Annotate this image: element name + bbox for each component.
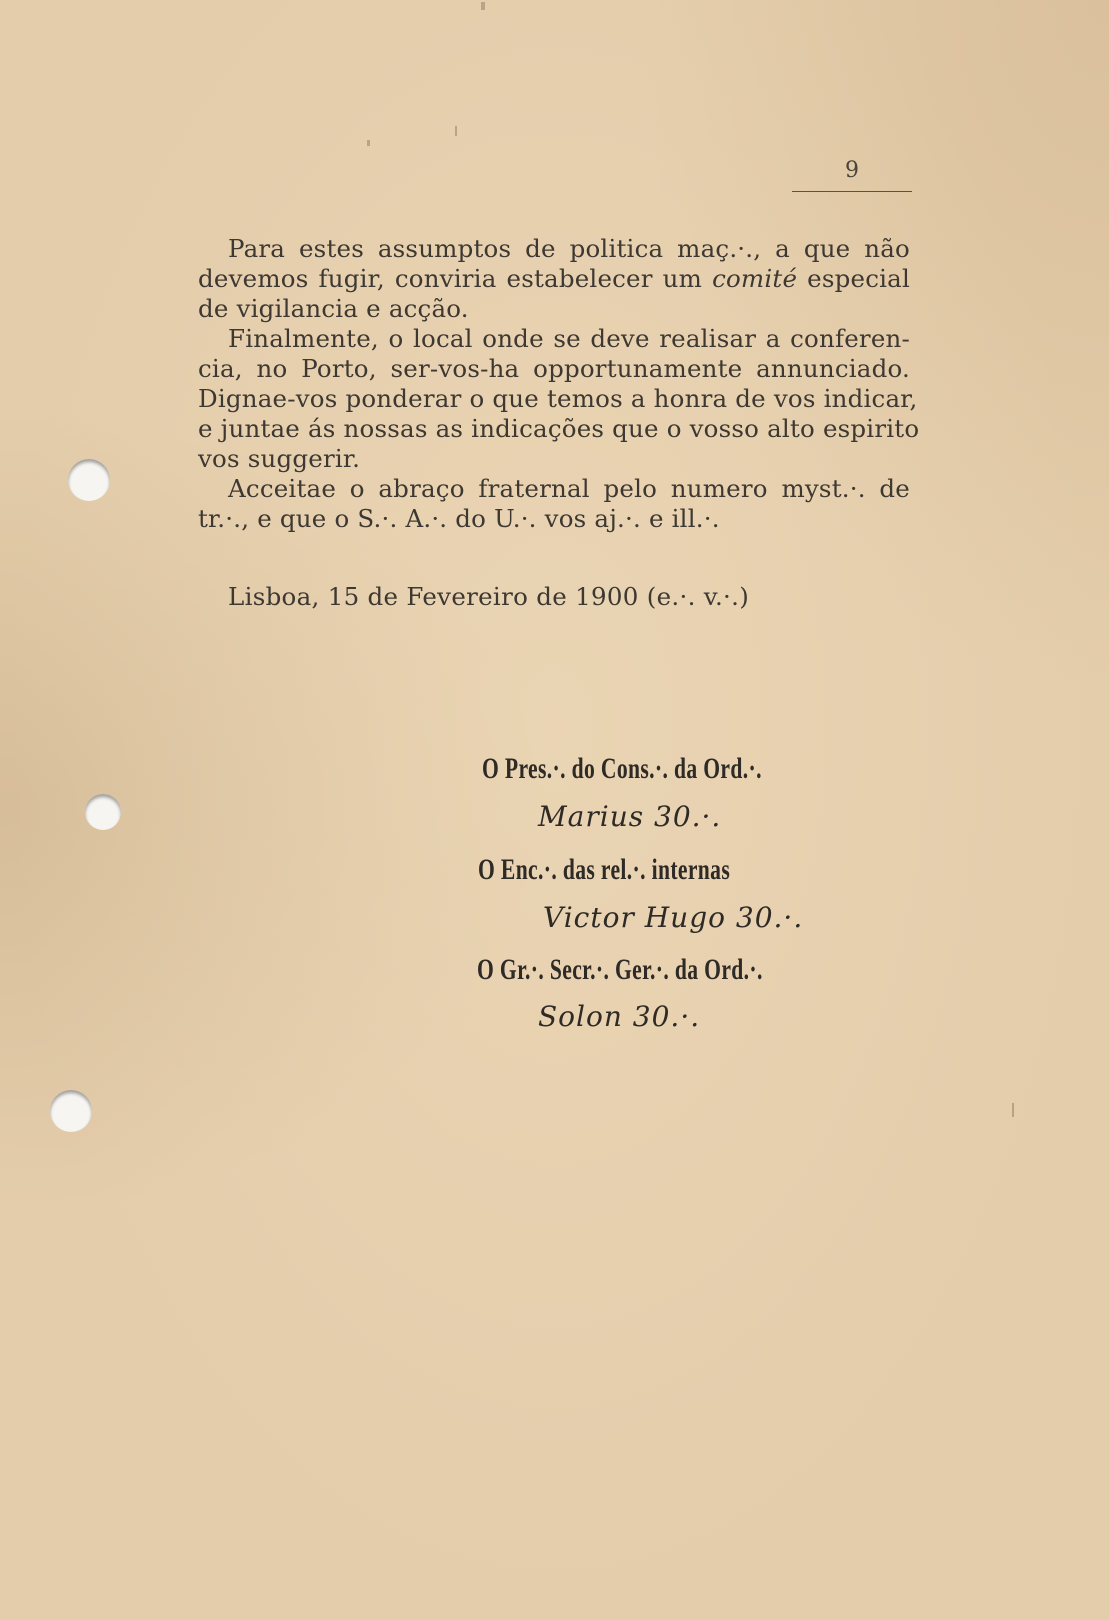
punch-hole-bottom bbox=[50, 1090, 92, 1132]
page-number: 9 bbox=[845, 158, 859, 183]
body-line-9: Acceitae o abraço fraternal pelo numero myst.·. de bbox=[228, 474, 910, 503]
body-line-7: e juntae ás nossas as indicações que o vosso alto espirito bbox=[198, 414, 920, 443]
italic-word: comité bbox=[712, 264, 798, 293]
paper-speck bbox=[367, 140, 370, 146]
signature-title-grand-secretary: O Gr.·. Secr.·. Ger.·. da Ord.·. bbox=[477, 953, 763, 986]
body-line-8: vos suggerir. bbox=[198, 444, 361, 473]
paper-speck bbox=[455, 126, 457, 136]
dateline: Lisboa, 15 de Fevereiro de 1900 (e.·. v.·.) bbox=[228, 582, 750, 611]
body-line-5: cia, no Porto, ser-vos-ha opportunamente annunciado. bbox=[198, 354, 910, 383]
body-line-2: devemos fugir, conviria estabelecer um comité especial bbox=[198, 264, 910, 293]
signature-name-marius: Marius 30.·. bbox=[538, 800, 722, 833]
body-line-4: Finalmente, o local onde se deve realisar a conferen- bbox=[228, 324, 910, 353]
punch-hole-top bbox=[68, 459, 110, 501]
signature-title-internal-relations: O Enc.·. das rel.·. internas bbox=[478, 853, 731, 886]
body-line-10: tr.·., e que o S.·. A.·. do U.·. vos aj.·. e ill.·. bbox=[198, 504, 720, 533]
body-line-3: de vigilancia e acção. bbox=[198, 294, 469, 323]
punch-hole-middle bbox=[85, 794, 121, 830]
signature-name-victor-hugo: Victor Hugo 30.·. bbox=[543, 901, 804, 934]
paper-speck bbox=[481, 2, 485, 10]
page-number-rule bbox=[792, 191, 912, 192]
body-line-1: Para estes assumptos de politica maç.·., a que não bbox=[228, 234, 910, 263]
signature-title-president: O Pres.·. do Cons.·. da Ord.·. bbox=[482, 752, 762, 785]
signature-name-solon: Solon 30.·. bbox=[538, 1000, 701, 1033]
paper-speck bbox=[1012, 1103, 1014, 1117]
letter-body bbox=[198, 234, 920, 534]
body-line-6: Dignae-vos ponderar o que temos a honra de vos indicar, bbox=[198, 384, 918, 413]
